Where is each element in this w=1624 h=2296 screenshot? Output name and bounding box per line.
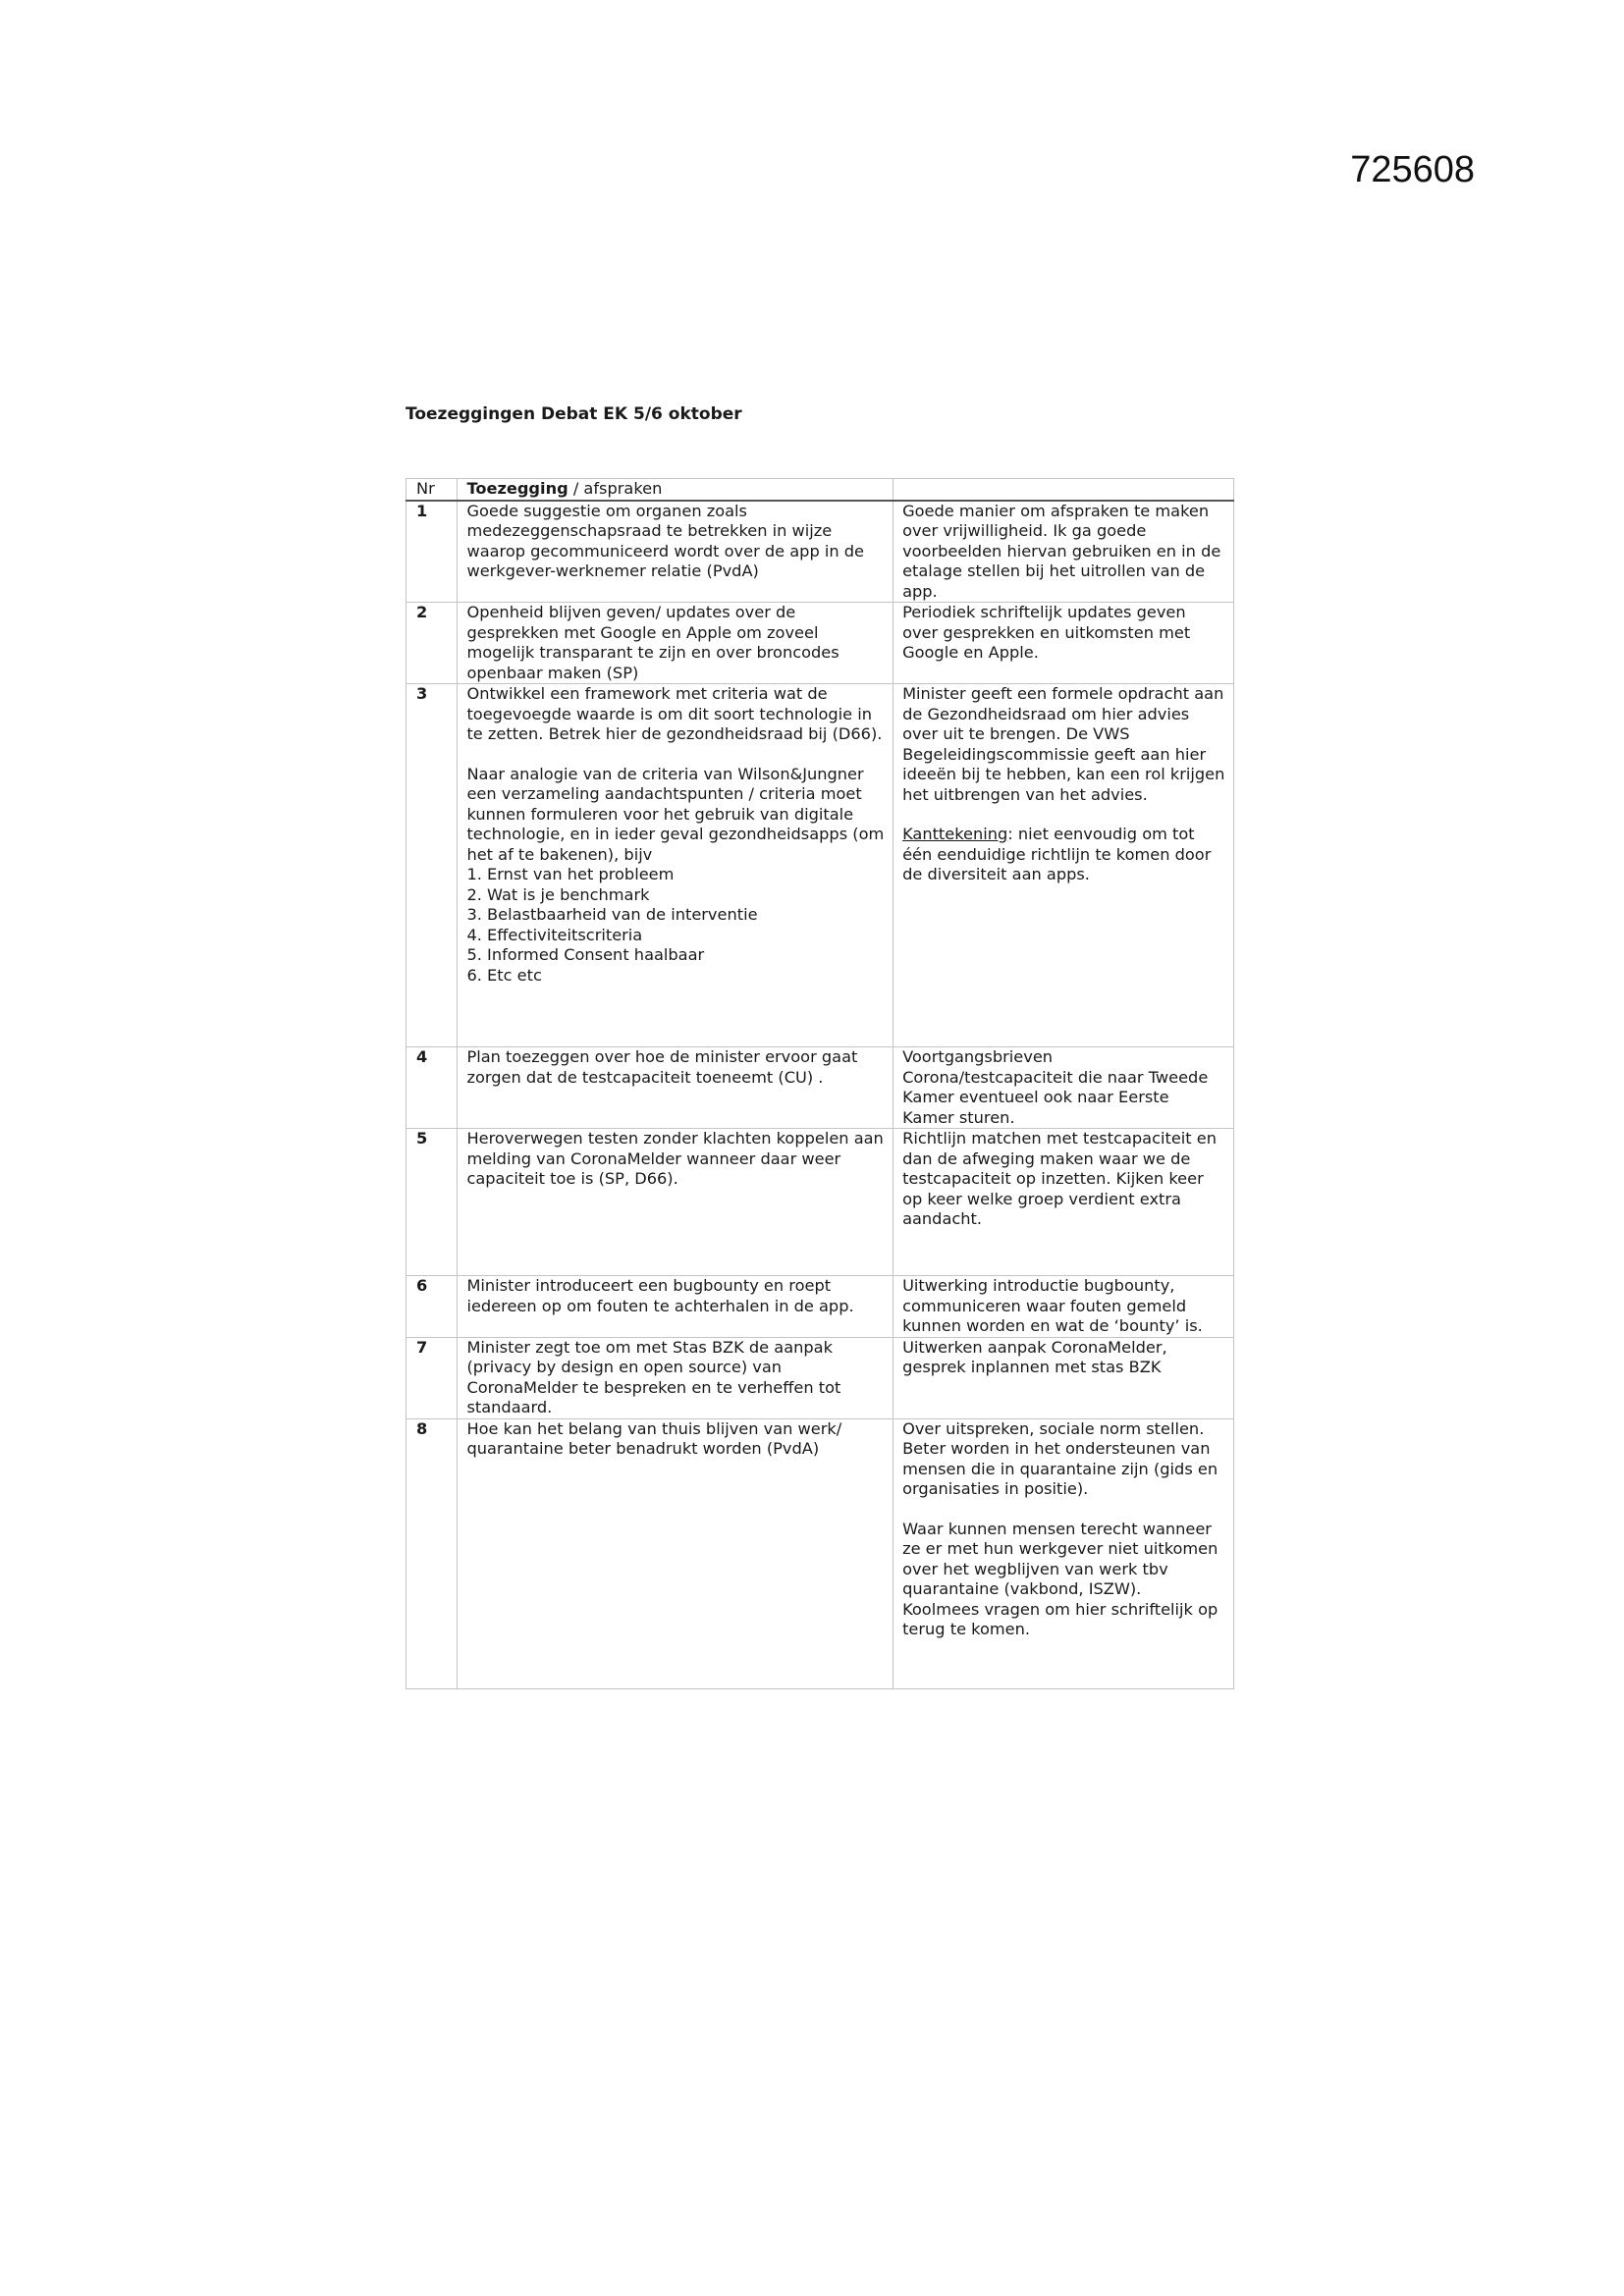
- row-nr: 7: [406, 1337, 458, 1418]
- table-row: [406, 1129, 1234, 1276]
- list-item: 1. Ernst van het probleem: [466, 865, 675, 883]
- row-toezegging: Minister introduceert een bugbounty en roept iedereen op om fouten te achterhalen in de app.: [458, 1276, 893, 1338]
- row-nr: 8: [406, 1418, 458, 1688]
- table-header-row: [406, 479, 1234, 501]
- afspraak-paragraph: Minister geeft een formele opdracht aan de Gezondheidsraad om hier advies over uit te brengen. De VWS Begeleidingscommissie geeft aan hier ideeën bij te hebben, kan een rol krijgen het uitbrengen van het advies.: [902, 684, 1225, 804]
- commitments-table: [406, 478, 1234, 1689]
- row-toezegging: [458, 684, 893, 1047]
- header-toezegging-bold: Toezegging: [466, 479, 568, 498]
- row-toezegging: Minister zegt toe om met Stas BZK de aanpak (privacy by design en open source) van CoronaMelder te bespreken en te verheffen tot standaard.: [458, 1337, 893, 1418]
- table-row: [406, 1337, 1234, 1418]
- header-toezegging-rest: / afspraken: [568, 479, 663, 498]
- row-toezegging: Hoe kan het belang van thuis blijven van werk/ quarantaine beter benadrukt worden (PvdA): [458, 1418, 893, 1688]
- table-row: [406, 1276, 1234, 1338]
- header-col3: [893, 479, 1234, 501]
- row-toezegging: Openheid blijven geven/ updates over de gesprekken met Google en Apple om zoveel mogelijk transparant te zijn en over broncodes openbaar maken (SP): [458, 603, 893, 684]
- list-item: 2. Wat is je benchmark: [466, 884, 650, 904]
- row-afspraak: Goede manier om afspraken te maken over vrijwilligheid. Ik ga goede voorbeelden hiervan gebruiken en in de etalage stellen bij het uitrollen van de app.: [893, 501, 1234, 603]
- row-toezegging: Heroverwegen testen zonder klachten koppelen aan melding van CoronaMelder wanneer daar weer capaciteit toe is (SP, D66).: [458, 1129, 893, 1276]
- afspraak-paragraph: Over uitspreken, sociale norm stellen. Beter worden in het ondersteunen van mensen die in quarantaine zijn (gids en organisaties in positie).: [902, 1418, 1218, 1498]
- note-text: : niet eenvoudig om tot één eenduidige richtlijn te komen door de diversiteit aan apps.: [902, 825, 1212, 883]
- table-row: [406, 684, 1234, 1047]
- row-nr: 2: [406, 603, 458, 684]
- table-row: [406, 1418, 1234, 1688]
- list-item: 6. Etc etc: [466, 965, 542, 985]
- page-title: Toezeggingen Debat EK 5/6 oktober: [406, 404, 742, 424]
- header-nr: Nr: [406, 479, 458, 501]
- row-nr: 3: [406, 684, 458, 1047]
- list-item: 4. Effectiviteitscriteria: [466, 925, 643, 944]
- list-item: 5. Informed Consent haalbaar: [466, 945, 705, 964]
- row-afspraak: Richtlijn matchen met testcapaciteit en dan de afweging maken waar we de testcapaciteit op inzetten. Kijken keer op keer welke groep verdient extra aandacht.: [893, 1129, 1234, 1276]
- toezegging-paragraph: Naar analogie van de criteria van Wilson&Jungner een verzameling aandachtspunten / criteria moet kunnen formuleren voor het gebruik van digitale technologie, en in ieder geval gezondheidsapps (om het af te bakenen), bijv: [466, 764, 885, 864]
- criteria-list: [466, 865, 885, 986]
- note-label: Kanttekening: [902, 825, 1008, 843]
- row-toezegging: Plan toezeggen over hoe de minister ervoor gaat zorgen dat de testcapaciteit toeneemt (CU) .: [458, 1047, 893, 1129]
- row-nr: 4: [406, 1047, 458, 1129]
- document-number: 725608: [1350, 149, 1475, 190]
- afspraak-paragraph: Waar kunnen mensen terecht wanneer ze er met hun werkgever niet uitkomen over het wegblijven van werk tbv quarantaine (vakbond, ISZW).: [902, 1519, 1218, 1598]
- table-row: [406, 501, 1234, 603]
- header-toezegging: [458, 479, 893, 501]
- table-row: [406, 603, 1234, 684]
- afspraak-note: [902, 825, 1225, 885]
- list-item: 3. Belastbaarheid van de interventie: [466, 905, 758, 924]
- row-nr: 6: [406, 1276, 458, 1338]
- row-nr: 1: [406, 501, 458, 603]
- row-afspraak: Voortgangsbrieven Corona/testcapaciteit die naar Tweede Kamer eventueel ook naar Eerste Kamer sturen.: [893, 1047, 1234, 1129]
- row-nr: 5: [406, 1129, 458, 1276]
- row-afspraak: [893, 684, 1234, 1047]
- row-afspraak: [893, 1418, 1234, 1688]
- toezegging-paragraph: Ontwikkel een framework met criteria wat de toegevoegde waarde is om dit soort technologie in te zetten. Betrek hier de gezondheidsraad bij (D66).: [466, 684, 883, 743]
- row-afspraak: Periodiek schriftelijk updates geven over gesprekken en uitkomsten met Google en Apple.: [893, 603, 1234, 684]
- table-row: [406, 1047, 1234, 1129]
- row-afspraak: Uitwerking introductie bugbounty, communiceren waar fouten gemeld kunnen worden en wat de ‘bounty’ is.: [893, 1276, 1234, 1338]
- row-toezegging: Goede suggestie om organen zoals medezeggenschapsraad te betrekken in wijze waarop gecommuniceerd wordt over de app in de werkgever-werknemer relatie (PvdA): [458, 501, 893, 603]
- row-afspraak: Uitwerken aanpak CoronaMelder, gesprek inplannen met stas BZK: [893, 1337, 1234, 1418]
- afspraak-paragraph: Koolmees vragen om hier schriftelijk op terug te komen.: [902, 1599, 1218, 1638]
